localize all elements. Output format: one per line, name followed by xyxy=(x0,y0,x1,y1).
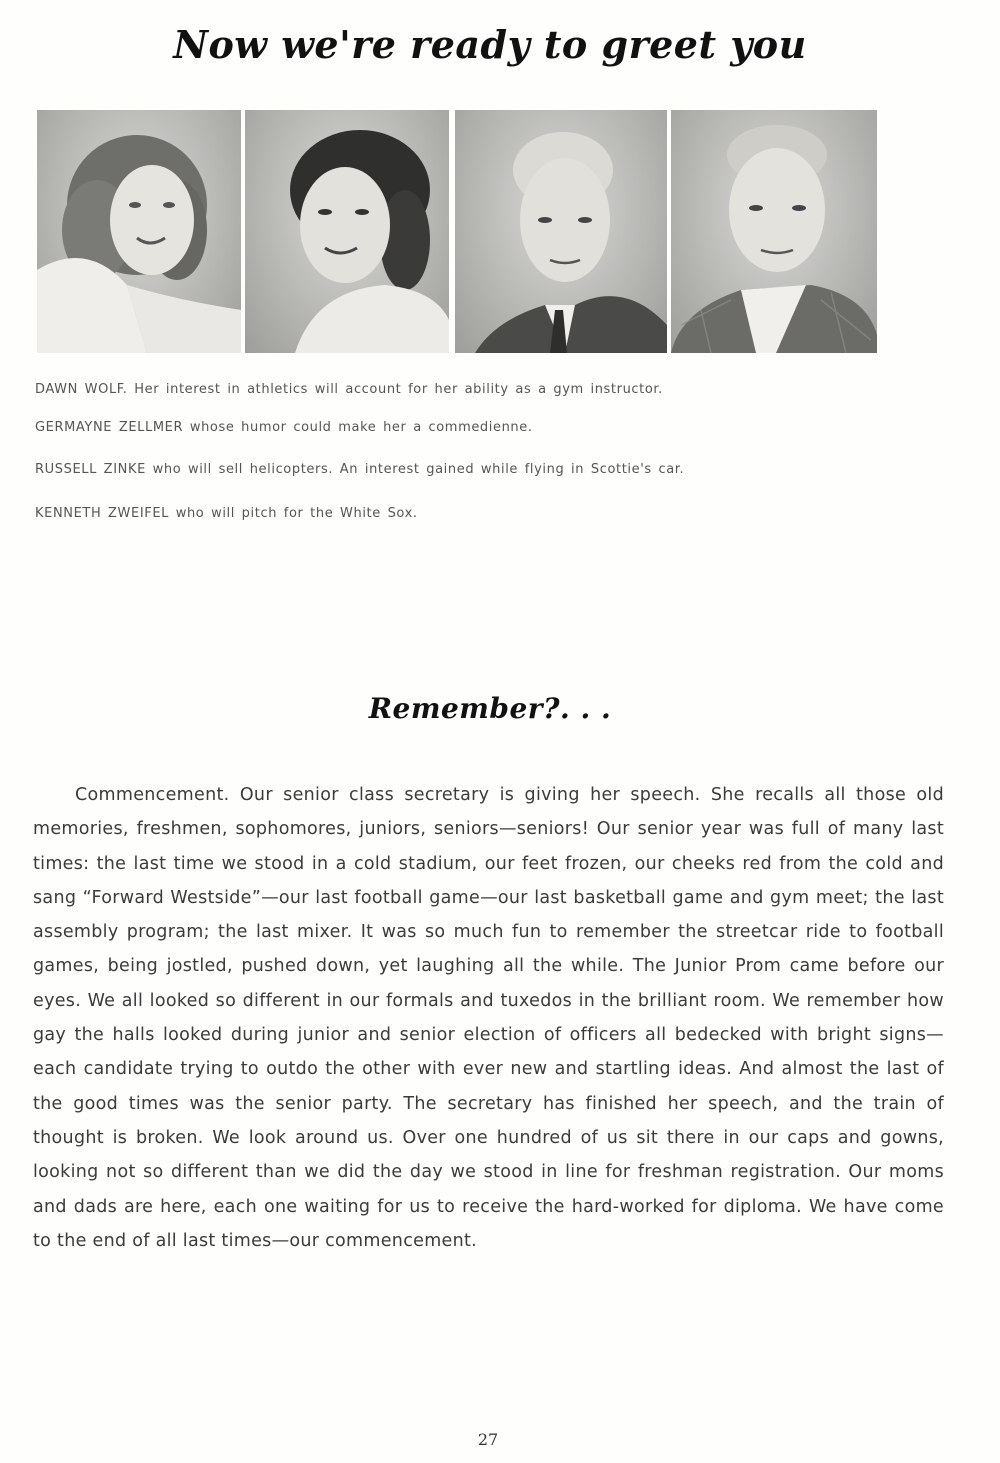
portrait-photo-russell-zinke xyxy=(455,110,667,353)
body-paragraph: Commencement. Our senior class secretary is giving her speech. She recalls all those old memories, freshmen, sophomores, juniors, seniors—seniors! Our senior year was full of many last times: the last time we stood in a cold stadium, our feet frozen, our cheeks red from the cold and sang “Forward Westside”—our last football game—our last basketball game and gym meet; the last assembly program; the last mixer. It was so much fun to remember the streetcar ride to football games, being jostled, pushed down, yet laughing all the while. The Junior Prom came before our eyes. We all looked so different in our formals and tuxedos in the brilliant room. We remember how gay the halls looked during junior and senior election of officers all bedecked with bright signs—each candidate trying to outdo the other with ever new and startling ideas. And almost the last of the good times was the senior party. The secretary has finished her speech, and the train of thought is broken. We look around us. Over one hundred of us sit there in our caps and gowns, looking not so different than we did the day we stood in line for freshman registration. Our moms and dads are here, each one waiting for us to receive the hard-worked for diploma. We have come to the end of all last times—our commencement. xyxy=(33,785,944,1251)
section-title: Remember?. . . xyxy=(368,692,612,725)
caption-kenneth-zweifel: KENNETH ZWEIFEL who will pitch for the White Sox. xyxy=(35,506,418,521)
caption-dawn-wolf: DAWN WOLF. Her interest in athletics will account for her ability as a gym instructor. xyxy=(35,382,663,397)
portrait-photo-kenneth-zweifel xyxy=(671,110,877,353)
portrait-photo-dawn-wolf xyxy=(37,110,241,353)
portrait-boy-plaid-jacket-icon xyxy=(671,110,877,353)
portrait-girl-light-hair-icon xyxy=(37,110,241,353)
caption-germayne-zellmer: GERMAYNE ZELLMER whose humor could make her a commedienne. xyxy=(35,420,533,435)
portrait-boy-suit-tie-icon xyxy=(455,110,667,353)
page-title: Now we're ready to greet you xyxy=(173,22,807,67)
portrait-photo-germayne-zellmer xyxy=(245,110,449,353)
portrait-row xyxy=(37,110,877,353)
caption-russell-zinke: RUSSELL ZINKE who will sell helicopters. An interest gained while flying in Scottie's car. xyxy=(35,462,685,477)
page-number: 27 xyxy=(477,1430,499,1449)
portrait-girl-dark-hair-icon xyxy=(245,110,449,353)
